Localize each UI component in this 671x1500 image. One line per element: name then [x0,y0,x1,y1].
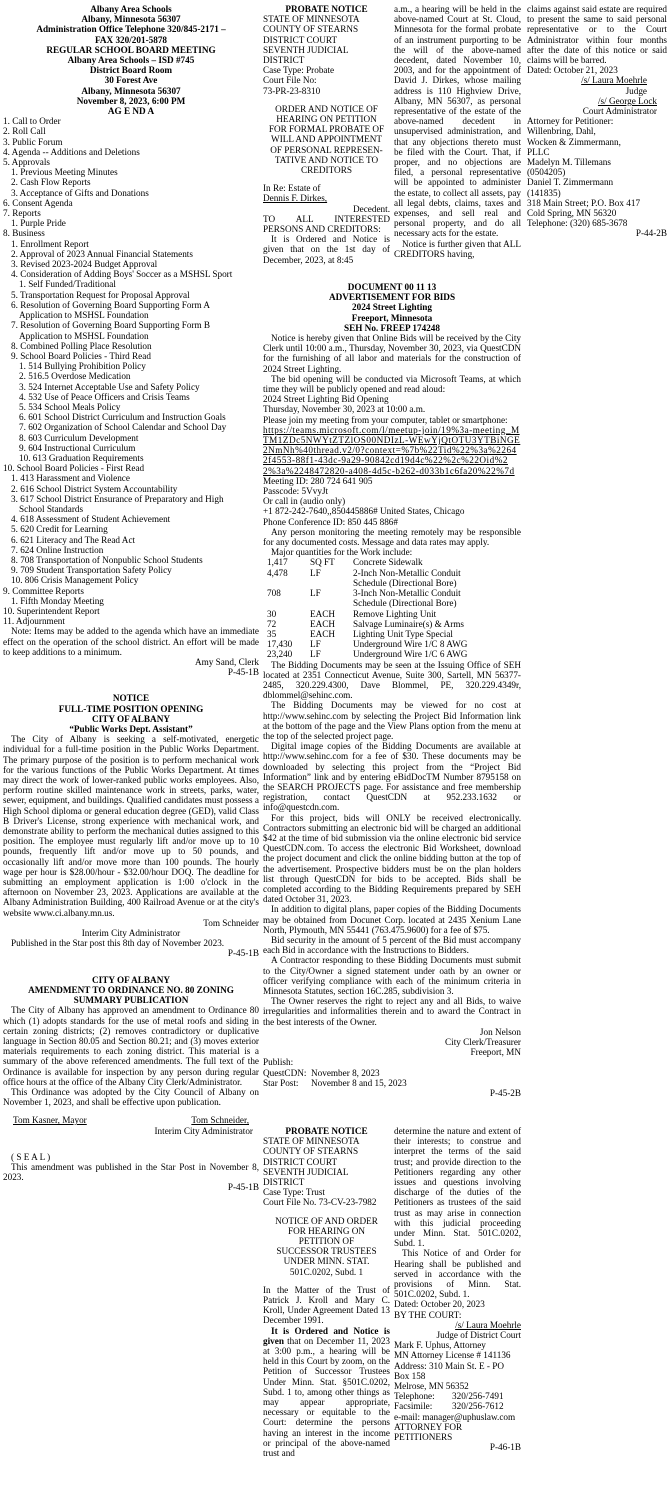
probate1-col-a [263,4,390,265]
attorney-line: Cold Spring, MN 56320 [527,208,617,219]
zoning-signatures [3,1115,259,1125]
quantity-cell: 17,430 [267,639,293,650]
bids-p2: The bid opening will be conducted via Microsoft Teams, at which time they will be publicly opened and read aloud: [263,373,521,395]
quantity-row [267,629,470,639]
zoning-title-line: AMENDMENT TO ORDINANCE NO. 80 ZONING [28,984,234,995]
unit-cell: SQ FT [310,557,335,568]
agenda-item: 3. Acceptance of Gifts and Donations [11,187,149,198]
bids-title [263,282,521,333]
order-title-line: TATIVE AND NOTICE TO [274,154,379,165]
court-line: STATE OF MINNESOTA [263,1136,360,1147]
agenda-item: 4. Agenda -- Additions and Deletions [3,146,140,157]
agenda-signature: Amy Sand, Clerk [194,657,259,667]
agenda-item: 8. Business [3,228,45,239]
probate1-col-b [394,4,521,259]
order-title-line: UNDER MINN. STAT. [283,1256,370,1267]
item-cell: Lighting Unit Type Special [353,628,453,639]
administrator-signature: /s/ George Lock [597,95,657,106]
agenda-item: 1. 413 Harassment and Violence [11,473,130,484]
probate1-re: In Re: Estate of [263,183,321,194]
school-header-line: AG E ND A [107,106,155,117]
order-title-line: HEARING ON PETITION [276,114,377,125]
call-info-line: +1 872-242-7640,,850445886# United States, Chicago [263,506,465,517]
agenda-item: 2. 616 School District System Accountability [11,483,178,494]
agenda-item: School Standards [19,503,84,514]
agenda-item: 6. 601 School District Curriculum and Instruction Goals [19,412,226,423]
attorney-line: Melrose, MN 56352 [394,1381,469,1392]
school-header-line: Albany, Minnesota 56307 [81,85,181,96]
teams-meeting-link[interactable]: https://teams.microsoft.com/l/meetup-join/19%3a-meeting_MTM1ZDc5NWYtZTZlOS00NDIzL-WEwYjQtOTU3YTBiNGE2NmNh%40thread.v2/0?context=%7b%22Tid%22%3a%22642f4553-88f1-43dc-9a29-90842cd19d4c%22%2c%22Oid%22%3a%2248472820-a408-4d5c-b262-d033b1c6fa20%22%7d [263,424,521,476]
bids-quantities-heading: Major quantities for the Work include: [271,547,413,558]
quantity-row [267,578,470,588]
quantity-cell [267,598,310,608]
bids-title-line: Freeport, Minnesota [351,312,433,323]
agenda-list [3,116,259,626]
agenda-item: 5. 620 Credit for Learning [11,524,108,535]
probate1-body1: It is Ordered and Notice is given that on the 1st day of December, 2023, at 8:45 [263,234,390,265]
probate1-decedent-label: Decedent. [353,203,390,214]
unit-cell: LF [310,639,321,650]
school-header-line: REGULAR SCHOOL BOARD MEETING [46,44,216,55]
probate2-phones [394,1391,521,1411]
agenda-item: 10. School Board Policies - First Read [3,463,145,474]
bids-title-line: DOCUMENT 00 11 13 [347,282,437,292]
bids-title-line: ADVERTISEMENT FOR BIDS [328,292,456,303]
bids-p10: A Contractor responding to these Bidding Documents must submit to the City/Owner a signed statement under oath by an owner or officer verifying compliance with each of the minimum criteria in Minnesota Statutes, section 16C.285, subdivision 3. [263,955,521,997]
court-line: DISTRICT [263,55,305,66]
agenda-item: 3. Revised 2023-2024 Budget Approval [11,259,158,270]
agenda-item: 8. 708 Transportation of Nonpublic School Students [11,554,203,565]
probate1-title: PROBATE NOTICE [285,4,368,14]
administrator-title: Interim City Administrator [154,1125,253,1136]
publish-outlet: Star Post: [263,1077,299,1088]
job-title-line: FULL-TIME POSITION OPENING [58,703,204,714]
bids-p3: Any person monitoring the meeting remotely may be responsible for any documented costs. Message and data rates may apply. [263,526,521,548]
quantity-cell: 1,417 [267,557,288,568]
job-publication: Published in the Star post this 8th day of November 2023. [11,938,225,949]
agenda-item: 11. Adjournment [3,616,65,627]
probate1-code: P-44-2B [635,228,667,239]
judge-title: Judge [625,85,647,96]
bids-p9: Bid security in the amount of 5 percent of the Bid must accompany each Bid in accordance with the Instructions to Bidders. [263,935,521,956]
agenda-code: P-45-1B [227,667,259,678]
probate1-decedent-name: Dennis F. Dirkes, [263,193,328,204]
agenda-item: 9. 709 Student Transportation Safety Policy [11,565,172,576]
phone-number: 320/256-7491 [452,1391,504,1402]
school-header-line: Albany Area Schools – ISD #745 [67,55,195,66]
bids-call-info [263,476,521,527]
agenda-item: 1. 514 Bullying Prohibition Policy [19,361,146,372]
court-line: COUNTY OF STEARNS [263,24,359,35]
agenda-item: 9. 604 Instructional Curriculum [19,442,136,453]
agenda-item: 10. Superintendent Report [3,605,100,616]
judge-signature: /s/ Laura Moehrle [581,75,647,86]
signature-line: Freeport, MN [470,1047,521,1058]
order-title-line: OF PERSONAL REPRESEN- [270,144,383,155]
attorney-line: Madelyn M. Tillemans [527,157,611,168]
bids-p4: The Bidding Documents may be seen at the Issuing Office of SEH located at 2351 Connecticut Avenue, Suite 300, Sartell, MN 56377-2485, 320.229.4300, Dave Blommel, PE, 320.229.4349r, dblommel@sehinc.com. [263,659,521,701]
agenda-item: 2. Approval of 2023 Annual Financial Statements [11,248,193,259]
school-header [3,4,259,116]
court-line: Court File No: [263,75,317,86]
publish-date: November 8 and 15, 2023 [311,1077,407,1088]
phone-label: Facsimile: [394,1401,433,1412]
quantity-cell: 4,478 [267,567,288,578]
probate2-body: that on December 11, 2023 at 3:00 p.m., a hearing will be held in this Court by zoom, on the Petition of Successor Trustees Under Minn. Stat. §501C.0202, Subd. 1 to, among other things as may appear appropriate, necessary or equitable to the Court: determine the persons having an interest in the income or principal of the above-named trust and [263,1335,391,1459]
agenda-item: 5. 534 School Meals Policy [19,401,121,412]
meeting-info-line: Please join my meeting from your computer, tablet or smartphone: [263,414,508,425]
order-title-line: 501C.0202, Subd. 1 [289,1266,364,1277]
probate1-order-title [263,104,390,175]
agenda-item: 3. 524 Internet Acceptable Use and Safety Policy [19,381,200,392]
agenda-item: 4. 618 Assessment of Student Achievement [11,514,171,525]
probate2-col-a [263,1126,390,1458]
probate2-body3: This Notice of and Order for Hearing shall be published and served in accordance with the provisions of Minn. Stat. 501C.0202, Subd. 1. [394,1248,521,1300]
publish-date: November 8, 2023 [311,1067,380,1078]
bids-publish-label: Publish: [263,1057,294,1068]
bids-quantities-table [267,557,470,659]
meeting-info-line: 2024 Street Lighting Bid Opening [263,394,389,405]
agenda-item: 6. 621 Literacy and The Read Act [11,534,136,545]
publish-row [263,1078,521,1088]
agenda-item: 1. Enrollment Report [11,238,89,249]
item-cell: Salvage Luminaire(s) & Arms [353,618,464,629]
unit-cell: LF [310,567,321,578]
job-notice [3,693,259,958]
probate2-by-court: BY THE COURT: [394,1309,462,1320]
quantity-row [267,649,470,659]
order-title-line: WILL AND APPOINTMENT [271,134,382,145]
agenda-item: 8. Combined Polling Place Resolution [11,340,152,351]
order-title-line: SUCCESSOR TRUSTEES [276,1246,377,1257]
quantity-row [267,588,470,598]
quantity-row [267,568,470,578]
job-signature-name: Tom Schneider [203,917,259,928]
agenda-item: 6. Resolution of Governing Board Supporting Form A [11,299,211,310]
zoning-publication: This amendment was published in the Star Post in November 8, 2023. [3,1161,259,1183]
quantity-cell [267,578,310,588]
publish-outlet: QuestCDN: [263,1067,307,1078]
agenda-item: 7. 602 Organization of School Calendar and School Day [19,422,227,433]
probate2-title: PROBATE NOTICE [285,1126,368,1136]
order-title-line: NOTICE OF AND ORDER [275,1215,378,1226]
attorney-line: Wocken & Zimmermann, [527,136,621,147]
attorney-line: 318 Main Street; P.O. Box 417 [527,197,641,208]
attorney-line: Attorney for Petitioner: [527,116,614,127]
attorney-line: PLLC [527,146,550,157]
agenda-item: 1. Fifth Monday Meeting [11,595,104,606]
agenda-item: 6. Consent Agenda [3,197,73,208]
attorney-line: Mark F. Uphus, Attorney [394,1340,486,1351]
school-header-line: Albany, Minnesota 56307 [81,14,181,25]
zoning-body-adopted: This Ordinance was adopted by the City Council of Albany on November 1, 2023, and shall be effective upon publication. [3,1086,259,1108]
item-cell: Concrete Sidewalk [353,557,423,568]
order-title-line: FOR HEARING ON [287,1225,366,1236]
probate2-email: e-mail: manager@uphuslaw.com [394,1411,516,1422]
zoning-code: P-45-1B [227,1182,259,1193]
probate2-lead: It is Ordered and Notice is given [263,1325,390,1346]
bids-p7: For this project, bids will ONLY be received electronically. Contractors submitting an electronic bid will be charged an additional $42 at the time of bid submission via the online electronic bid service QuestCDN.com. To access the electronic Bid Worksheet, download the project document and click the online bidding button at the top of the advertisement. Prospective bidders must be on the plan holders list through QuestCDN for bids to be accepted. Bids shall be completed according to the Bidding Requirements prepared by SEH dated October 31, 2023. [263,812,521,905]
agenda-item: 5. Transportation Request for Proposal Approval [11,289,190,300]
agenda-item: 1. Self Funded/Traditional [19,279,116,290]
job-code: P-45-1B [227,948,259,959]
school-header-line: District Board Room [89,65,173,76]
probate1-body3: Notice is further given that ALL CREDITORS having, [394,238,521,259]
unit-cell: LF [310,588,321,599]
probate2-col-b [394,1126,521,1453]
unit-cell: EACH [310,618,336,629]
court-line: SEVENTH JUDICIAL [263,44,349,55]
agenda-item: 1. Call to Order [3,116,61,127]
court-line: SEVENTH JUDICIAL [263,1166,349,1177]
item-cell: Underground Wire 1/C 6 AWG [353,649,468,660]
school-header-line: November 8, 2023, 6:00 PM [76,95,186,106]
job-signature-title: Interim City Administrator [81,928,181,939]
item-cell: Underground Wire 1/C 8 AWG [353,639,468,650]
attorney-line: (0504205) [527,167,566,178]
probate1-court [263,14,390,96]
bids-p6: Digital image copies of the Bidding Documents are available at http://www.sehinc.com for a fee of $30. These documents may be downloaded by selecting this project from the “Project Bid Information” link and by entering eBidDocTM Number 8795158 on the SEARCH PROJECTS page. For assistance and free membership registration, contact QuestCDN at 952.233.1632 or info@questcdn.com. [263,741,521,813]
agenda-item: 10. 613 Graduation Requirements [19,452,144,463]
attorney-line: Address: 310 Main St. E - PO [394,1360,504,1371]
job-title-line: CITY OF ALBANY [92,713,170,724]
signature-line: City Clerk/Treasurer [445,1037,521,1048]
item-cell: 2-Inch Non-Metallic Conduit [353,567,461,578]
order-title-line: CREDITORS [301,165,352,176]
bids-p5: The Bidding Documents may be viewed for no cost at http://www.sehinc.com by selecting the Project Bid Information link at the bottom of the page and the View Plans option from the menu at the top of the selected project page. [263,700,521,741]
agenda-item: 10. 806 Crisis Management Policy [11,575,139,586]
agenda-item: 3. Public Forum [3,136,63,147]
column-left [3,4,259,1193]
school-header-line: Administration Office Telephone 320/845-2171 – [36,24,226,35]
agenda-item: 5. Approvals [3,157,50,168]
attorney-line: Telephone: (320) 685-3678 [527,218,628,229]
court-line: Case Type: Probate [263,65,335,76]
zoning-seal: ( S E A L ) [11,1151,51,1162]
bids-title-line: SEH No. FREEP 174248 [344,322,440,333]
probate2-dated: Dated: October 20, 2023 [394,1299,485,1310]
attorney-line: Daniel T. Zimmermann [527,177,614,188]
probate2-attorney [394,1340,521,1391]
court-line: DISTRICT [263,1177,305,1188]
quantity-cell: 35 [267,628,277,639]
job-title [3,693,259,734]
quantity-row [267,639,470,649]
agenda-item: 3. 617 School District Ensurance of Preparatory and High [11,493,224,504]
administrator-title: Court Administrator [582,106,657,117]
mayor-signature: Tom Kasner, Mayor [13,1115,87,1126]
phone-label: Telephone: [394,1391,435,1402]
attorney-line: (141835) [527,187,561,198]
zoning-title [3,975,259,1006]
zoning-title-line: CITY OF ALBANY [92,974,170,985]
unit-cell [310,598,353,608]
probate1-body2: a.m., a hearing will be held in the above-named Court at St. Cloud, Minnesota for the formal probate of an instrument purporting to be the will of the above-named decedent, dated November 10, 2003, and for the appointment of David J. Dirkes, whose mailing address is 110 Highview Drive, Albany, MN 56307, as personal representative of the estate of the above-named decedent in unsupervised administration, and that any objections thereto must be filed with the Court. That, if proper, and no objections are filed, a personal representative will be appointed to administer the estate, to collect all assets, pay all legal debts, claims, taxes and expenses, and sell real and personal property, and do all necessary acts for the estate. [394,4,521,239]
call-info-line: Phone Conference ID: 850 445 886# [263,516,398,527]
bids-title-line: 2024 Street Lighting [352,302,432,313]
quantity-cell: 30 [267,608,277,619]
agenda-item: 4. Consideration of Adding Boys' Soccer as a MSHSL Sport [11,269,233,280]
administrator-signature: Tom Schneider, [191,1115,249,1126]
agenda-item: Application to MSHSL Foundation [19,330,149,341]
agenda-item: 1. Previous Meeting Minutes [11,167,118,178]
probate1-to: TO ALL INTERESTED PERSONS AND CREDITORS: [263,213,390,235]
court-line: DISTRICT COURT [263,34,338,45]
job-body: The City of Albany is seeking a self-motivated, energetic individual for a full-time position in the Public Works Department. The primary purpose of the position is to perform mechanical work for the various functions of the Public Works Department. At times may direct the work of lower-ranked public works employees. Also, perform routine skilled maintenance work in streets, parks, water, sewer, equipment, and buildings. Qualified candidates must possess a High School diploma or general education degree (GED), valid Class B Driver's License, strong experience with mechanical work, and demonstrate ability to perform the mechanical duties assigned to this position. The employee must regularly lift and/or move up to 10 pounds, frequently lift and/or move up to 50 pounds, and occasionally lift and/or move more than 100 pounds. The hourly wage per hour is $28.00/hour - $32.00/hour DOQ. The deadline for submitting an employment application is 1:00 o'clock in the afternoon on November 23, 2023. Applications are available at the Albany Administration Building, 400 Railroad Avenue or at the city's website www.ci.albany.mn.us. [3,734,259,918]
school-header-line: 30 Forest Ave [104,75,158,86]
item-cell: Schedule (Directional Bore) [353,598,457,609]
quantity-row [267,619,470,629]
agenda-item: 9. School Board Policies - Third Read [11,350,151,361]
unit-cell [310,578,353,588]
bids-p8: In addition to digital plans, paper copies of the Bidding Documents may be obtained from Docunet Corp. located at 2435 Xenium Lane North, Plymouth, MN 55441 (763.475.9600) for a fee of $75. [263,904,521,935]
court-line: COUNTY OF STEARNS [263,1146,359,1157]
meeting-info-line: Thursday, November 30, 2023 at 10:00 a.m. [263,404,426,415]
probate2-matter: In the Matter of the Trust of Patrick J. Kroll and Mary C. Kroll, Under Agreement Dated 13 December 1991. [263,1284,390,1326]
quantity-row [267,557,470,567]
order-title-line: ORDER AND NOTICE OF [275,103,378,114]
order-title-line: PETITION OF [298,1236,355,1247]
phone-number: 320/256-7612 [452,1401,504,1412]
quantity-row [267,598,470,608]
unit-cell: LF [310,649,321,660]
phone-row [394,1391,521,1401]
call-info-line: Meeting ID: 280 724 641 905 [263,475,373,486]
probate1-attorney [527,116,667,228]
court-line: Court File No. 73-CV-23-7982 [263,1197,377,1208]
phone-row [394,1401,521,1411]
probate2-attorney-for [394,1422,521,1442]
agenda-item: Application to MSHSL Foundation [19,310,149,321]
quantity-row [267,609,470,619]
bids-publish-dates [263,1068,521,1088]
unit-cell: EACH [310,608,336,619]
attorney-for-line: PETITIONERS [394,1432,453,1443]
probate2-code: P-46-1B [489,1442,521,1453]
probate2-order-title [263,1216,390,1277]
agenda-item: 9. Committee Reports [3,585,84,596]
signature-line: Jon Nelson [479,1026,521,1037]
agenda-item: 7. 624 Online Instruction [11,544,104,555]
bids-code: P-45-2B [489,1088,521,1099]
agenda-item: 2. Roll Call [3,126,46,137]
zoning-title-line: SUMMARY PUBLICATION [73,995,189,1006]
job-title-line: “Public Works Dept. Assistant” [69,724,193,735]
attorney-line: Willenbring, Dahl, [527,126,596,137]
agenda-item: 1. Purple Pride [11,218,66,229]
quantity-cell: 23,240 [267,649,293,660]
court-line: Case Type: Trust [263,1187,325,1198]
school-header-line: FAX 320/201-5878 [94,34,168,45]
probate2-judge-signature: /s/ Laura Moehrle [455,1319,521,1330]
job-title-line: NOTICE [112,693,150,704]
bids-p11: The Owner reserves the right to reject any and all Bids, to waive irregularities and informalities therein and to award the Contract in the best interests of the Owner. [263,996,521,1027]
agenda-note: Note: Items may be added to the agenda which have an immediate effect on the operation of the school district. An effort will be made to keep additions to a minimum. [3,626,259,657]
zoning-notice [3,975,259,1193]
probate1-body4: claims against said estate are required to present the same to said personal representative or to the Court Administrator within four months after the date of this notice or said claims will be barred. [527,4,667,66]
order-title-line: FOR FORMAL PROBATE OF [268,124,385,135]
bids-p1: Notice is hereby given that Online Bids will be received by the City Clerk until 10:00 a.m., Thursday, November 30, 2023, via QuestCDN for the furnishing of all labor and materials for the construction of 2024 Street Lighting. [263,333,521,374]
bids-notice [263,282,521,1098]
agenda-item: 4. 532 Use of Peace Officers and Crisis Teams [19,391,190,402]
bids-meeting-info [263,394,521,425]
agenda-item: 7. Reports [3,208,41,219]
call-info-line: Passcode: 5VvyJt [263,486,329,497]
agenda-item: 7. Resolution of Governing Board Supporting Form B [11,320,211,331]
zoning-body: The City of Albany has approved an amendment to Ordinance 80 which (1) adopts standards for the use of metal roofs and siding in certain zoning districts; (2) removes contradictory or duplicative language in Section 80.05 and Section 80.21; and (3) moves exterior materials requirements to each zoning district. This material is a summary of the above referenced amendments. The full text of the Ordinance is available for inspection by any person during regular office hours at the office of the Albany City Clerk/Administrator. [3,1005,259,1087]
school-agenda-notice [3,4,259,677]
probate1-col-c [527,4,667,239]
item-cell: Schedule (Directional Bore) [353,577,457,588]
agenda-item: 8. 603 Curriculum Development [19,432,139,443]
item-cell: 3-Inch Non-Metallic Conduit [353,588,461,599]
quantity-cell: 708 [267,588,281,599]
attorney-for-line: ATTORNEY FOR [394,1421,463,1432]
unit-cell: EACH [310,628,336,639]
probate1-dated: Dated: October 21, 2023 [527,65,618,76]
probate2-court [263,1136,390,1207]
court-line: STATE OF MINNESOTA [263,14,360,25]
court-line: DISTRICT COURT [263,1156,338,1167]
probate2-judge-title: Judge of District Court [436,1330,521,1341]
attorney-line: MN Attorney License # 141136 [394,1350,511,1361]
quantity-cell: 72 [267,618,277,629]
probate2-body2: determine the nature and extent of their interests; to construe and interpret the terms of the said trust; and provide direction to the Petitioners regarding any other issues and questions involving discharge of the duties of the Petitioners as trustees of the said trust as may arise in connection with this judicial proceeding under Minn. Stat. 501C.0202, Subd. 1. [394,1126,521,1249]
school-header-line: Albany Area Schools [90,4,172,14]
attorney-line: Box 158 [394,1370,426,1381]
bids-signature [263,1027,521,1058]
call-info-line: Or call in (audio only) [263,496,346,507]
agenda-item: 2. Cash Flow Reports [11,177,91,188]
publish-row [263,1068,521,1078]
item-cell: Remove Lighting Unit [353,608,437,619]
court-line: 73-PR-23-8310 [263,85,321,96]
agenda-item: 2. 516.5 Overdose Medication [19,371,131,382]
